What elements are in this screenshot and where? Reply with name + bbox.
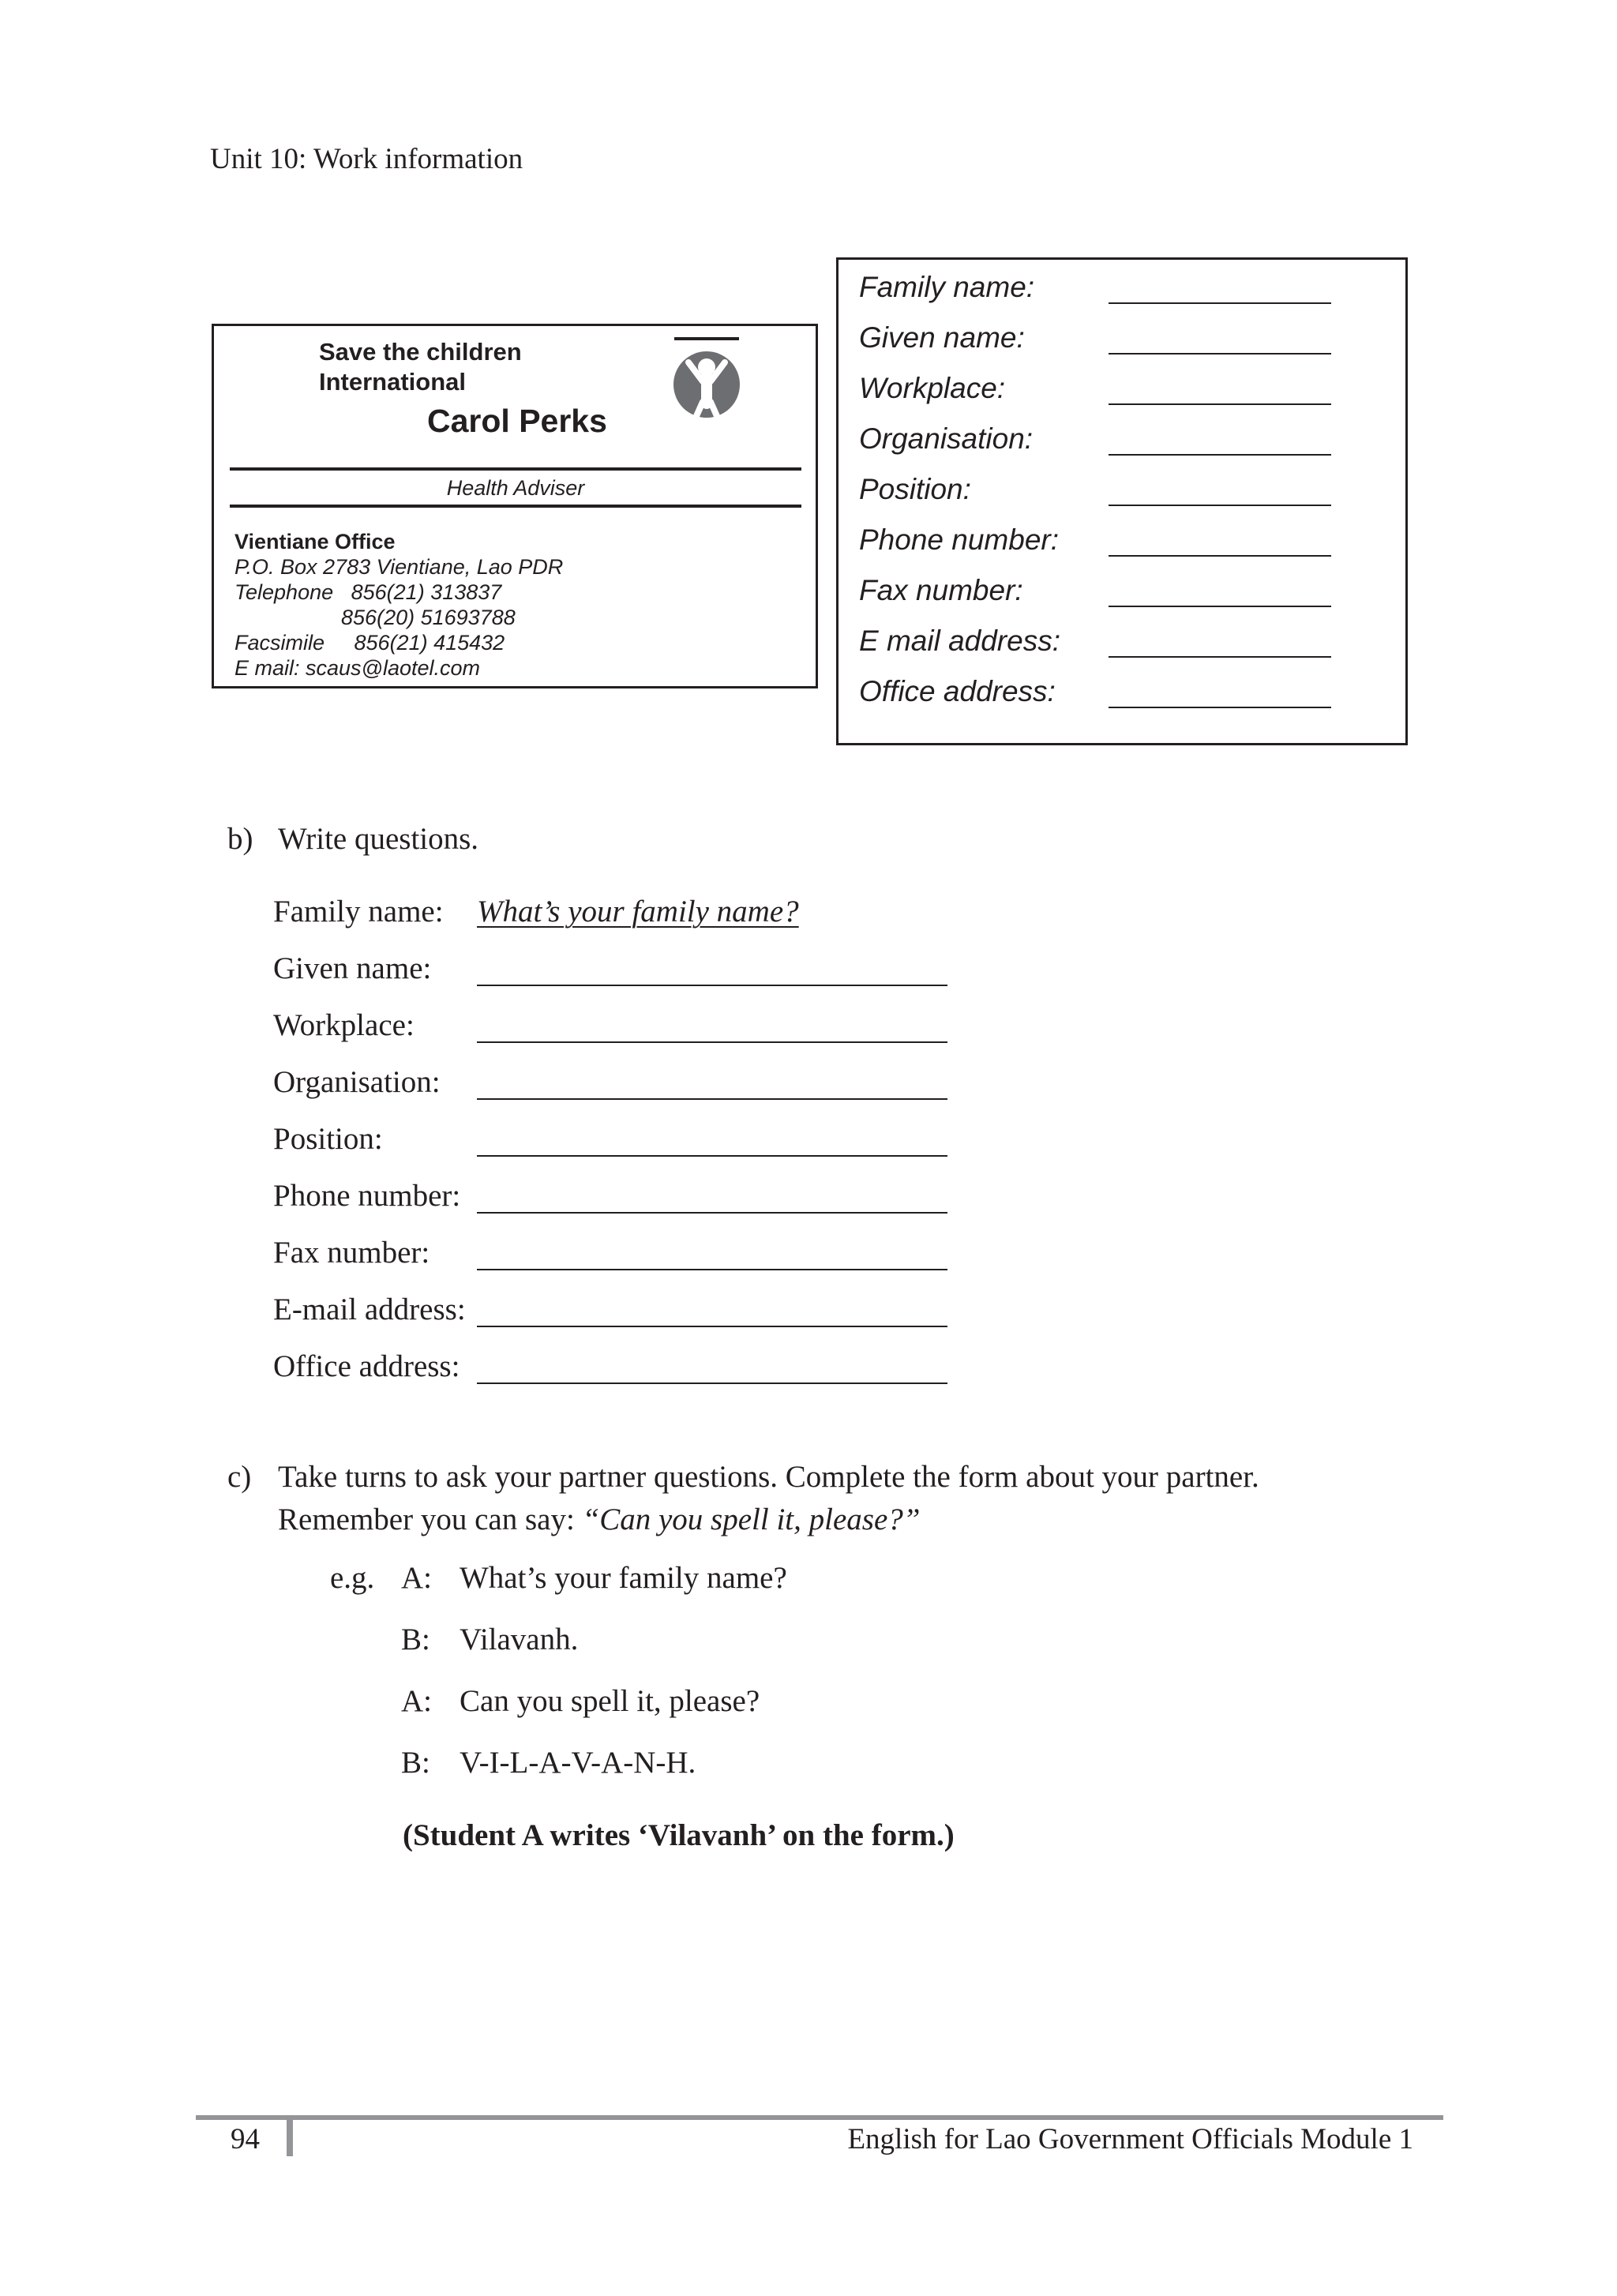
form-label-fax-number: Fax number:: [859, 574, 1023, 606]
dialogue-speaker: A:: [401, 1561, 432, 1595]
card-rule-bottom: [230, 505, 801, 508]
footer-rule: [196, 2115, 1443, 2120]
card-office-heading: Vientiane Office: [234, 530, 396, 553]
dialogue-line: What’s your family name?: [460, 1561, 787, 1595]
question-blank-email-address[interactable]: [477, 1326, 947, 1327]
form-blank-workplace[interactable]: [1109, 403, 1331, 405]
question-label-phone-number: Phone number:: [273, 1179, 461, 1213]
question-blank-phone-number[interactable]: [477, 1212, 947, 1214]
question-blank-position[interactable]: [477, 1155, 947, 1157]
question-blank-workplace[interactable]: [477, 1041, 947, 1043]
form-blank-fax-number[interactable]: [1109, 606, 1331, 607]
card-telephone-line-2: 856(20) 51693788: [234, 606, 516, 629]
form-label-position: Position:: [859, 473, 971, 505]
dialogue-line: Can you spell it, please?: [460, 1684, 760, 1718]
section-c-instruction: Take turns to ask your partner questions. Complete the form about your partner.: [278, 1460, 1259, 1494]
section-c-reminder-quote: “Can you spell it, please?”: [582, 1503, 921, 1536]
card-person-name: Carol Perks: [427, 403, 607, 439]
book-title: English for Lao Government Officials Module 1: [847, 2123, 1413, 2155]
form-label-family-name: Family name:: [859, 271, 1035, 303]
question-label-family-name: Family name:: [273, 895, 444, 929]
business-card: [212, 324, 818, 688]
question-blank-office-address[interactable]: [477, 1382, 947, 1384]
info-form-box: [836, 257, 1408, 745]
question-blank-given-name[interactable]: [477, 985, 947, 986]
child-arms-raised-icon: [671, 336, 742, 422]
question-label-organisation: Organisation:: [273, 1065, 441, 1099]
section-c-reminder: [278, 1502, 920, 1537]
question-example-answer: What’s your family name?: [477, 895, 799, 929]
question-label-email-address: E-mail address:: [273, 1292, 466, 1326]
form-blank-position[interactable]: [1109, 505, 1331, 506]
dialogue-speaker: B:: [401, 1746, 430, 1780]
question-label-fax-number: Fax number:: [273, 1236, 430, 1270]
card-email-line: E mail: scaus@laotel.com: [234, 656, 481, 680]
section-c-marker: c): [227, 1460, 252, 1494]
dialogue-speaker: B:: [401, 1623, 430, 1656]
card-address-line: P.O. Box 2783 Vientiane, Lao PDR: [234, 555, 564, 579]
question-blank-organisation[interactable]: [477, 1098, 947, 1100]
form-blank-email-address[interactable]: [1109, 656, 1331, 658]
question-label-office-address: Office address:: [273, 1349, 460, 1383]
section-b-instruction: Write questions.: [278, 822, 479, 856]
dialogue-line: V-I-L-A-V-A-N-H.: [460, 1746, 696, 1780]
question-blank-fax-number[interactable]: [477, 1269, 947, 1270]
card-rule-top: [230, 467, 801, 471]
section-c-reminder-prefix: Remember you can say:: [278, 1503, 575, 1536]
form-label-given-name: Given name:: [859, 321, 1025, 354]
card-telephone-line: Telephone 856(21) 313837: [234, 580, 502, 604]
form-blank-given-name[interactable]: [1109, 353, 1331, 355]
section-b-marker: b): [227, 822, 253, 856]
unit-title: Unit 10: Work information: [210, 143, 523, 175]
question-label-given-name: Given name:: [273, 951, 432, 985]
question-label-workplace: Workplace:: [273, 1008, 415, 1042]
form-blank-phone-number[interactable]: [1109, 555, 1331, 557]
question-label-position: Position:: [273, 1122, 383, 1156]
card-role: Health Adviser: [446, 476, 585, 500]
form-label-workplace: Workplace:: [859, 372, 1006, 404]
form-blank-family-name[interactable]: [1109, 302, 1331, 304]
card-organisation: [319, 337, 522, 397]
example-label: e.g.: [330, 1561, 375, 1595]
example-note: (Student A writes ‘Vilavanh’ on the form.): [403, 1818, 955, 1852]
form-blank-organisation[interactable]: [1109, 454, 1331, 456]
form-label-organisation: Organisation:: [859, 422, 1034, 455]
card-org-line-2: International: [319, 368, 467, 396]
form-label-email-address: E mail address:: [859, 625, 1060, 657]
card-org-line-1: Save the children: [319, 338, 522, 366]
form-blank-office-address[interactable]: [1109, 707, 1331, 708]
card-facsimile-line: Facsimile 856(21) 415432: [234, 631, 505, 655]
dialogue-line: Vilavanh.: [460, 1623, 579, 1656]
dialogue-speaker: A:: [401, 1684, 432, 1718]
form-label-phone-number: Phone number:: [859, 523, 1060, 556]
page-number: 94: [231, 2123, 260, 2155]
form-label-office-address: Office address:: [859, 675, 1056, 707]
footer-divider: [287, 2115, 293, 2156]
